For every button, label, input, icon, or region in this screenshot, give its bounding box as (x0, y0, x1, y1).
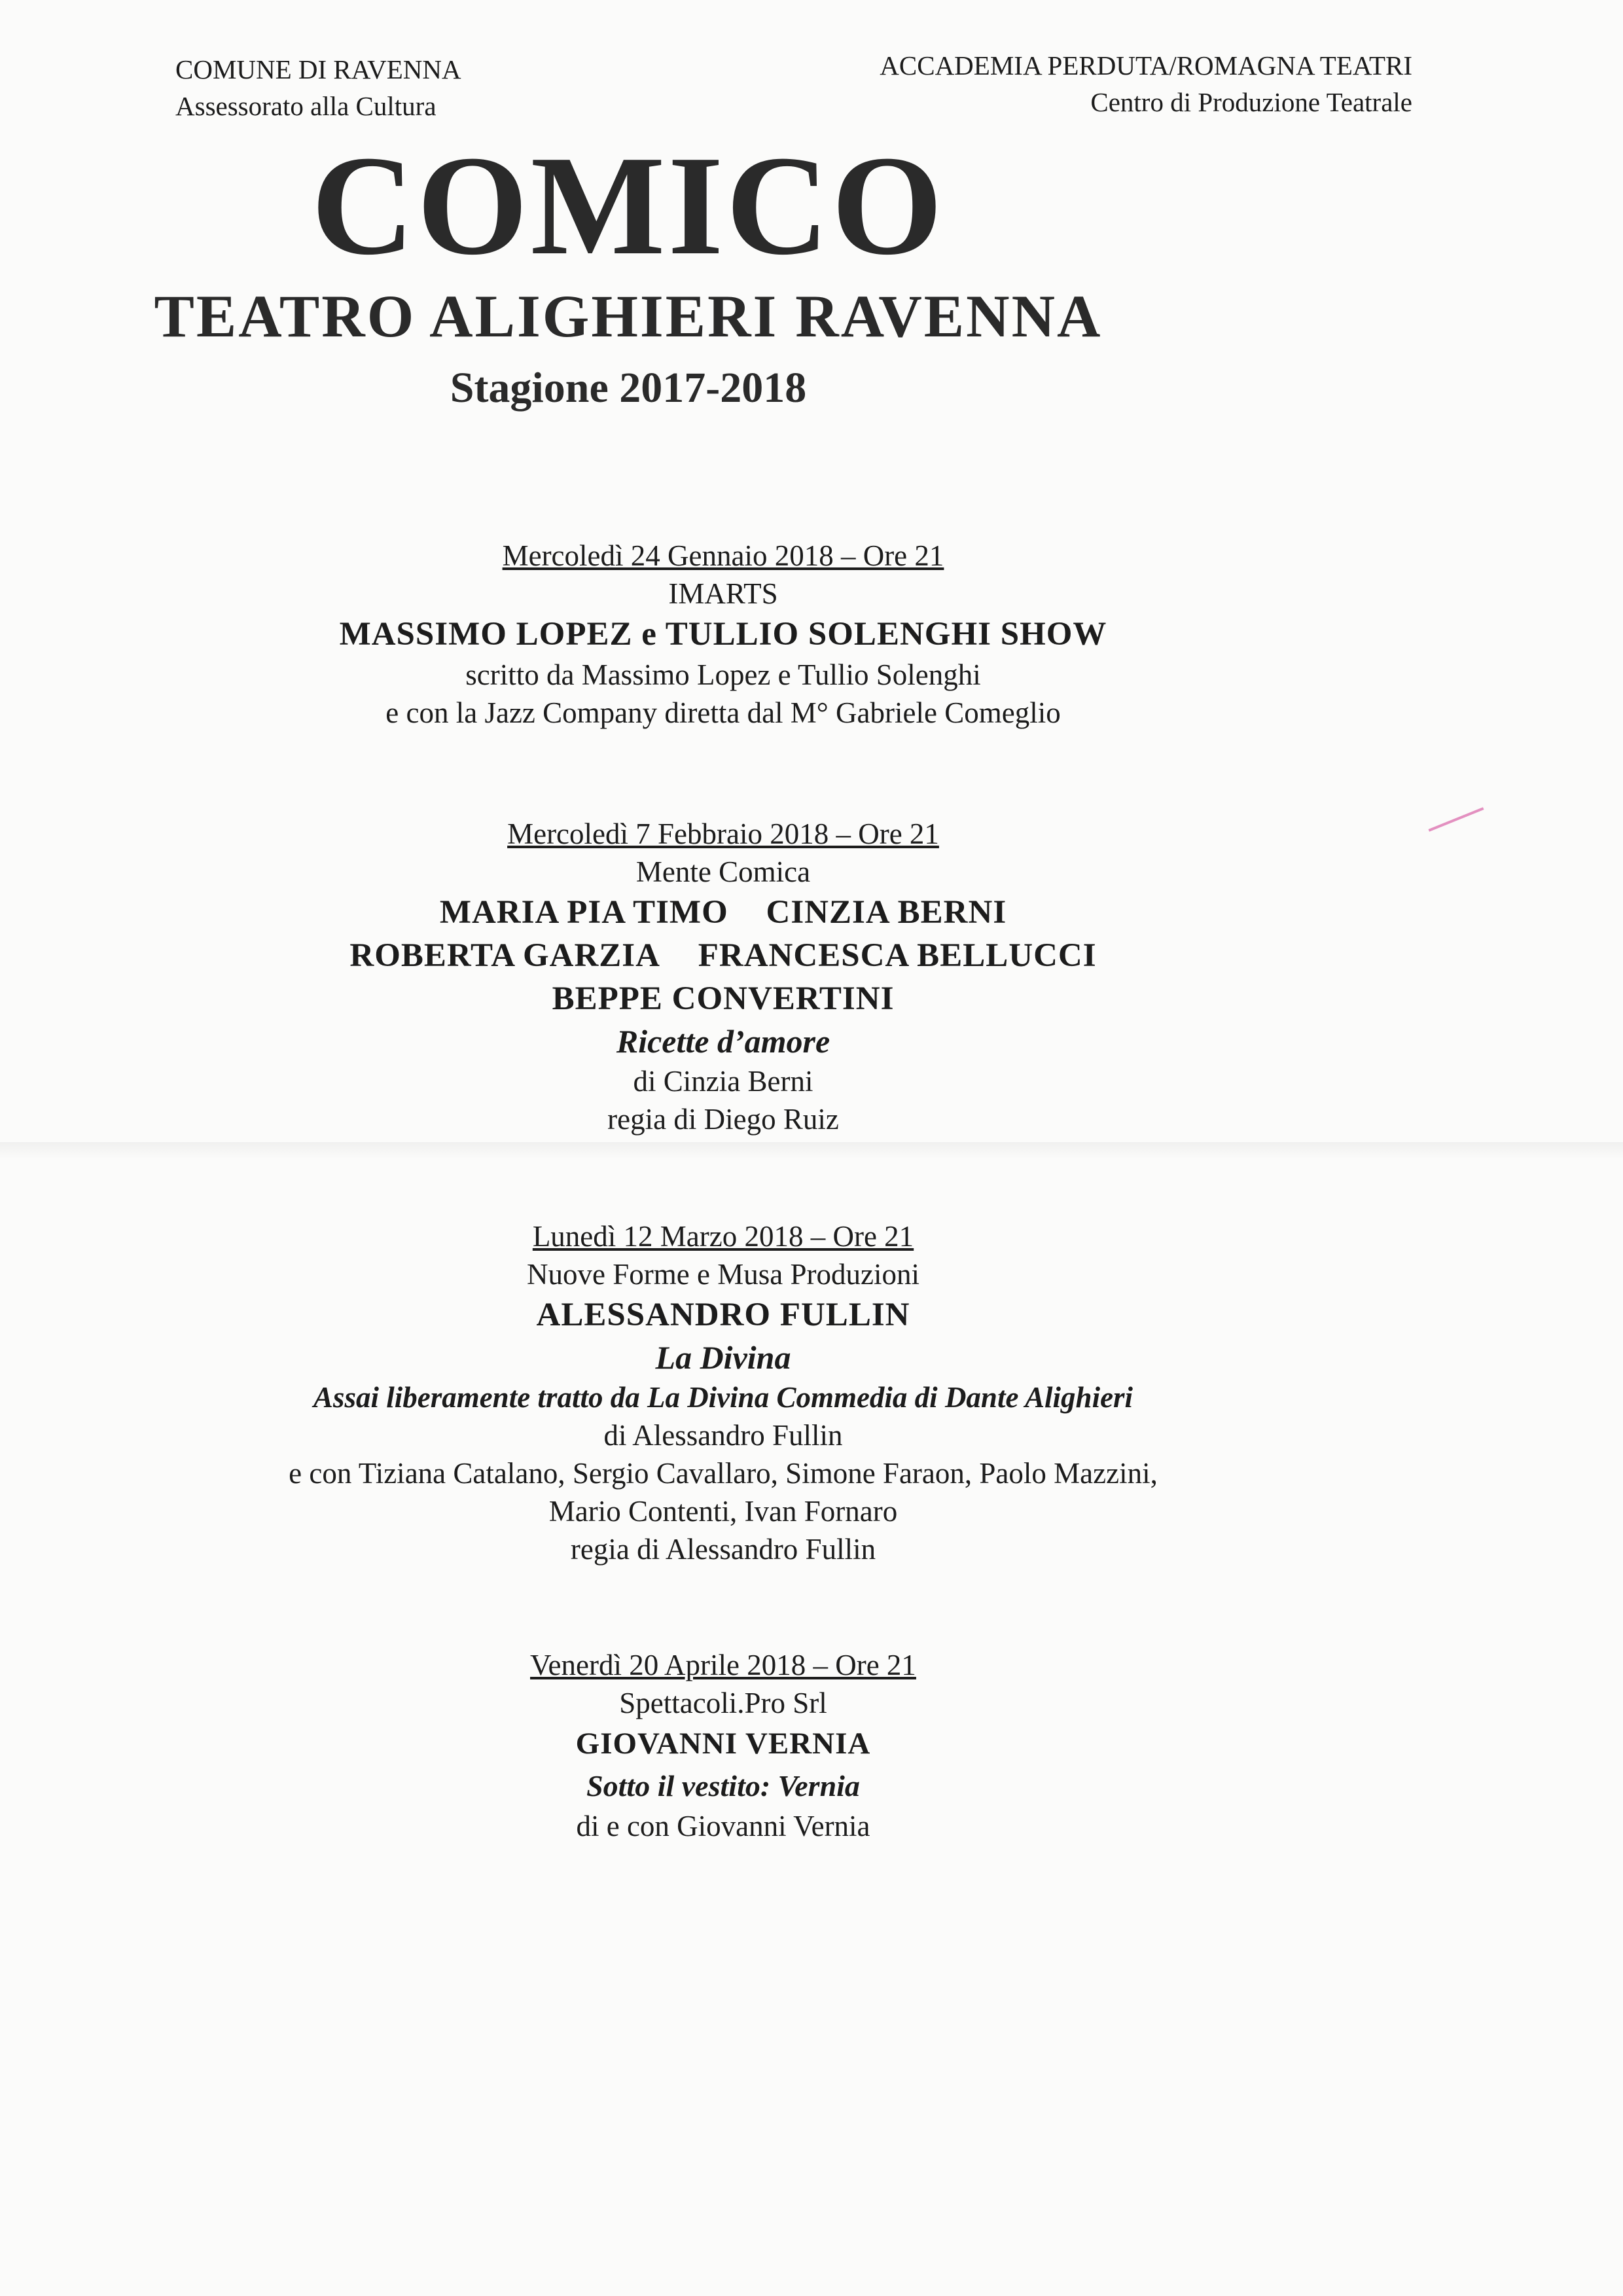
event-4 (0, 1646, 1446, 1845)
cast-name: BEPPE CONVERTINI (552, 980, 895, 1017)
cast-name: FRANCESCA BELLUCCI (698, 937, 1097, 974)
header-left-line2: Assessorato alla Cultura (175, 91, 437, 121)
event-credit-line: e con la Jazz Company diretta dal M° Gabriele Comeglio (385, 696, 1061, 729)
venue-title: TEATRO ALIGHIERI RAVENNA (154, 283, 1103, 350)
event-date: Lunedì 12 Marzo 2018 – Ore 21 (532, 1220, 914, 1253)
cast-row (0, 934, 1446, 977)
header-right (880, 47, 1412, 120)
header-right-line1: ACCADEMIA PERDUTA/ROMAGNA TEATRI (880, 50, 1412, 81)
header-right-line2: Centro di Produzione Teatrale (1090, 87, 1412, 117)
event-date: Mercoledì 7 Febbraio 2018 – Ore 21 (507, 817, 939, 850)
event-producer: IMARTS (668, 577, 778, 610)
paper-fold (0, 1142, 1623, 1159)
event-headline: GIOVANNI VERNIA (575, 1727, 871, 1761)
event-headline: MASSIMO LOPEZ e TULLIO SOLENGHI SHOW (339, 616, 1107, 653)
event-date: Venerdì 20 Aprile 2018 – Ore 21 (530, 1649, 916, 1681)
header-left (175, 51, 461, 124)
event-show-title: Ricette d’amore (616, 1023, 830, 1060)
event-3 (0, 1217, 1446, 1568)
event-producer: Spettacoli.Pro Srl (619, 1687, 827, 1719)
event-credit-line: scritto da Massimo Lopez e Tullio Solenghi (465, 658, 981, 691)
cast-name: ROBERTA GARZIA (349, 937, 660, 974)
event-headline: ALESSANDRO FULLIN (536, 1297, 910, 1333)
cast-name: CINZIA BERNI (766, 894, 1007, 931)
event-producer: Mente Comica (635, 855, 811, 888)
event-director: regia di Alessandro Fullin (570, 1533, 876, 1566)
event-author: di Alessandro Fullin (603, 1419, 843, 1452)
event-date: Mercoledì 24 Gennaio 2018 – Ore 21 (502, 539, 944, 572)
event-1 (0, 537, 1446, 732)
header-left-line1: COMUNE DI RAVENNA (175, 54, 461, 84)
event-producer: Nuove Forme e Musa Produzioni (527, 1258, 919, 1291)
cast-name: MARIA PIA TIMO (439, 894, 728, 931)
event-author: di Cinzia Berni (633, 1065, 813, 1098)
event-cast-line: e con Tiziana Catalano, Sergio Cavallaro, Simone Faraon, Paolo Mazzini, (289, 1457, 1158, 1490)
event-2 (0, 815, 1446, 1138)
event-subtitle: Assai liberamente tratto da La Divina Commedia di Dante Alighieri (313, 1381, 1133, 1414)
event-show-title: Sotto il vestito: Vernia (586, 1769, 860, 1803)
cast-row (0, 891, 1446, 934)
event-cast-line: Mario Contenti, Ivan Fornaro (548, 1495, 898, 1528)
season-title: Stagione 2017-2018 (450, 364, 807, 412)
page-title: COMICO (311, 127, 946, 285)
event-director: regia di Diego Ruiz (607, 1103, 839, 1136)
event-show-title: La Divina (655, 1339, 791, 1376)
event-author: di e con Giovanni Vernia (576, 1810, 870, 1842)
